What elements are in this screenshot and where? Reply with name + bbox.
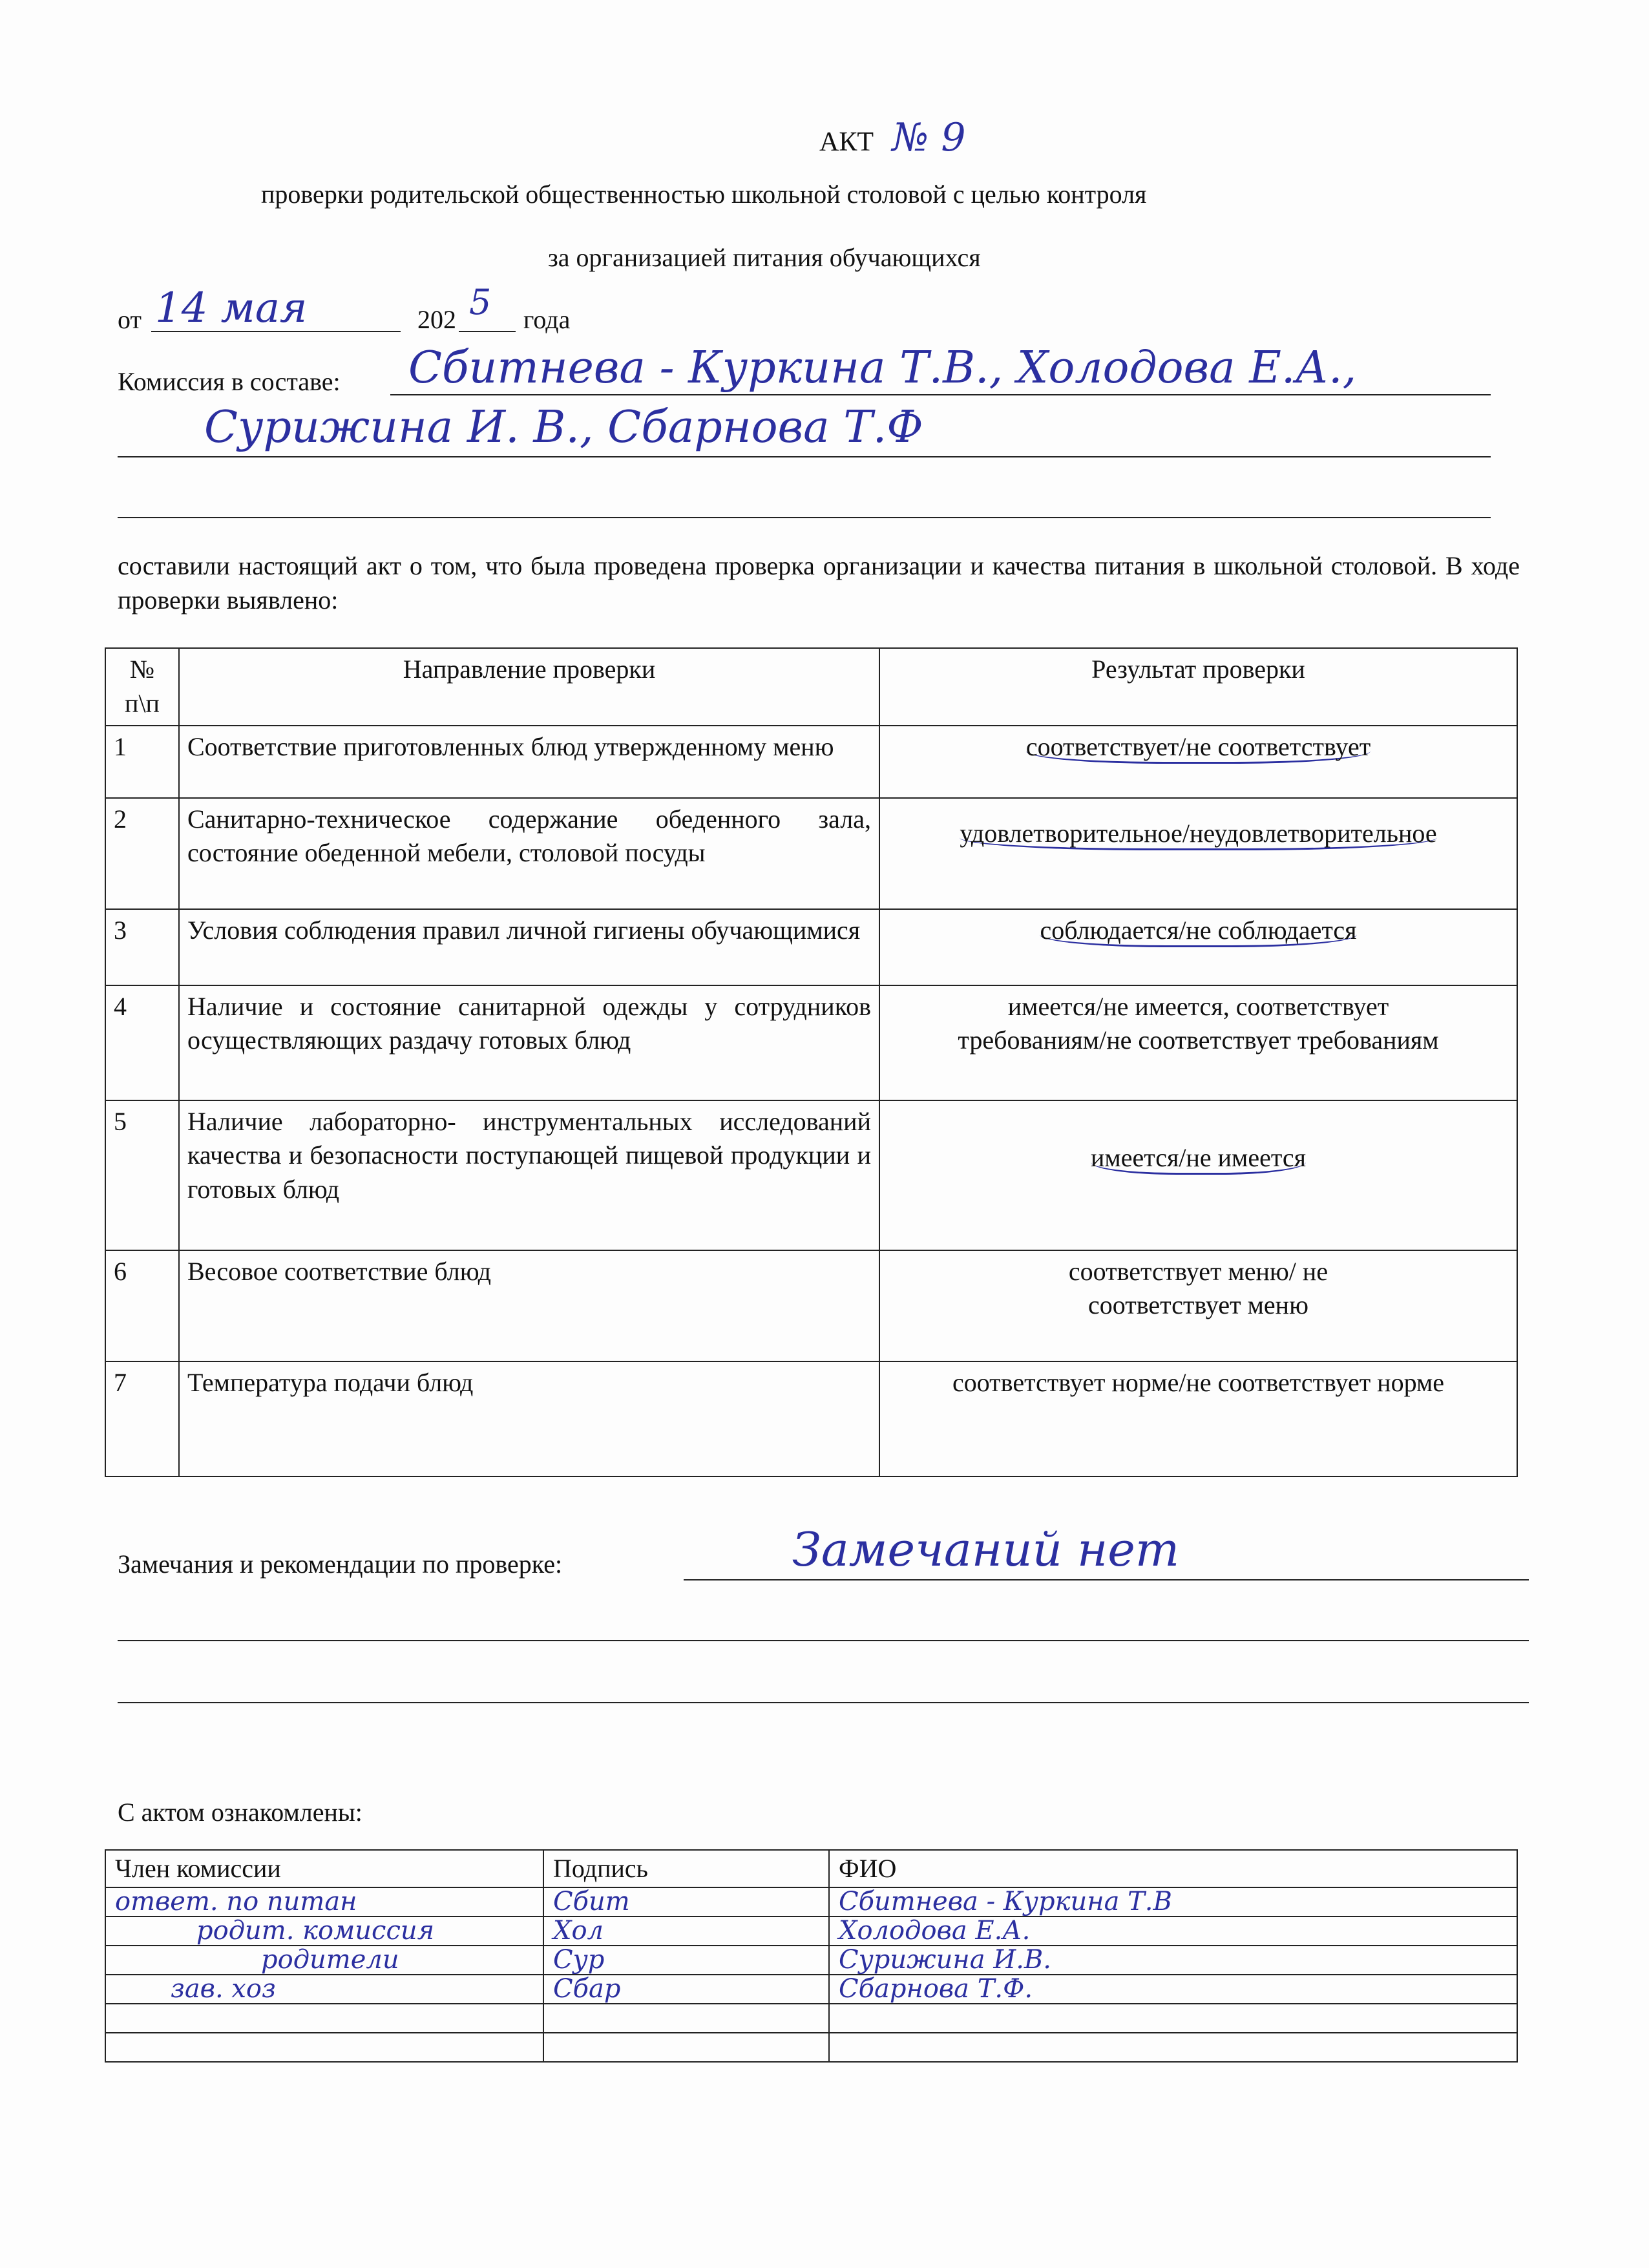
signature-mark: Сбар bbox=[543, 1975, 829, 2004]
table-header-row bbox=[105, 648, 1517, 726]
member-role: ответ. по питан bbox=[105, 1887, 543, 1916]
row-number: 6 bbox=[105, 1250, 179, 1361]
signature-table bbox=[105, 1849, 1518, 2063]
commission-underline-3 bbox=[118, 517, 1491, 518]
remarks-underline-2 bbox=[118, 1640, 1529, 1641]
member-fio: Холодова Е.А. bbox=[829, 1916, 1517, 1946]
act-subtitle-line1: проверки родительской общественностью школьной столовой с целью контроля bbox=[261, 180, 1147, 209]
row-result: соответствует норме/не соответствует норме bbox=[879, 1361, 1517, 1476]
row-result bbox=[879, 798, 1517, 909]
signature-mark bbox=[543, 2033, 829, 2062]
header-direction: Направление проверки bbox=[179, 648, 879, 726]
year-suffix: года bbox=[523, 305, 571, 334]
act-subtitle-line2: за организацией питания обучающихся bbox=[548, 243, 981, 272]
member-role bbox=[105, 2033, 543, 2062]
signature-mark: Хол bbox=[543, 1916, 829, 1946]
table-row bbox=[105, 726, 1517, 798]
table-row bbox=[105, 798, 1517, 909]
sign-row bbox=[105, 1887, 1517, 1916]
row-number: 5 bbox=[105, 1100, 179, 1250]
row-result: соответствует меню/ не соответствует меню bbox=[879, 1250, 1517, 1361]
row-direction: Наличие и состояние санитарной одежды у сотрудников осуществляющих раздачу готовых блюд bbox=[179, 985, 879, 1100]
result-text: имеется/не имеется bbox=[1091, 1143, 1306, 1175]
sign-header-fio: ФИО bbox=[829, 1850, 1517, 1887]
row-number: 7 bbox=[105, 1361, 179, 1476]
sign-row bbox=[105, 1946, 1517, 1975]
commission-underline-1 bbox=[390, 394, 1491, 395]
year-underline bbox=[459, 331, 516, 332]
row-result bbox=[879, 909, 1517, 985]
member-fio bbox=[829, 2004, 1517, 2033]
year-prefix: 202 bbox=[417, 305, 456, 334]
row-result: имеется/не имеется, соответствует требованиям/не соответствует требованиям bbox=[879, 985, 1517, 1100]
row-number: 2 bbox=[105, 798, 179, 909]
remarks-underline-1 bbox=[684, 1579, 1529, 1580]
commission-line2: Сурижина И. В., Сбарнова Т.Ф bbox=[204, 402, 923, 453]
sign-header-signature: Подпись bbox=[543, 1850, 829, 1887]
table-row bbox=[105, 1250, 1517, 1361]
row-direction: Наличие лабораторно- инструментальных исследований качества и безопасности поступающей пищевой продукции и готовых блюд bbox=[179, 1100, 879, 1250]
intro-paragraph: составили настоящий акт о том, что была проведена проверка организации и качества питания в школьной столовой. В ходе проверки выявлено: bbox=[118, 551, 1520, 614]
row-direction: Санитарно-техническое содержание обеденного зала, состояние обеденной мебели, столовой посуды bbox=[179, 798, 879, 909]
act-number: № 9 bbox=[892, 115, 966, 160]
row-number: 4 bbox=[105, 985, 179, 1100]
act-title bbox=[819, 114, 966, 162]
acquainted-label: С актом ознакомлены: bbox=[118, 1798, 362, 1827]
member-fio bbox=[829, 2033, 1517, 2062]
inspection-table bbox=[105, 647, 1518, 1477]
date-handwritten: 14 мая bbox=[155, 284, 308, 332]
result-text: соответствует/не соответствует bbox=[1026, 732, 1371, 764]
row-direction: Температура подачи блюд bbox=[179, 1361, 879, 1476]
year-digit-handwritten: 5 bbox=[469, 282, 492, 322]
remarks-handwritten: Замечаний нет bbox=[792, 1522, 1180, 1577]
commission-line1: Сбитнева - Куркина Т.В., Холодова Е.А., bbox=[408, 342, 1357, 394]
remarks-underline-3 bbox=[118, 1702, 1529, 1703]
sign-row bbox=[105, 1975, 1517, 2004]
header-number: № п\п bbox=[105, 648, 179, 726]
row-number: 1 bbox=[105, 726, 179, 798]
sign-row bbox=[105, 2004, 1517, 2033]
signature-mark bbox=[543, 2004, 829, 2033]
result-text: удовлетворительное/неудовлетворительное bbox=[960, 819, 1436, 850]
row-result bbox=[879, 1100, 1517, 1250]
sign-row bbox=[105, 1916, 1517, 1946]
table-row bbox=[105, 1361, 1517, 1476]
signature-mark: Сур bbox=[543, 1946, 829, 1975]
member-role: родит. комиссия bbox=[105, 1916, 543, 1946]
sign-header-row bbox=[105, 1850, 1517, 1887]
member-fio: Сбарнова Т.Ф. bbox=[829, 1975, 1517, 2004]
row-direction: Весовое соответствие блюд bbox=[179, 1250, 879, 1361]
act-label: АКТ bbox=[819, 127, 874, 157]
member-role bbox=[105, 2004, 543, 2033]
result-text: соблюдается/не соблюдается bbox=[1040, 916, 1356, 947]
table-row bbox=[105, 1100, 1517, 1250]
sign-row bbox=[105, 2033, 1517, 2062]
commission-underline-2 bbox=[118, 456, 1491, 457]
row-result bbox=[879, 726, 1517, 798]
member-role: родители bbox=[105, 1946, 543, 1975]
table-row bbox=[105, 909, 1517, 985]
remarks-label: Замечания и рекомендации по проверке: bbox=[118, 1549, 563, 1579]
member-fio: Сбитнева - Куркина Т.В bbox=[829, 1887, 1517, 1916]
row-direction: Соответствие приготовленных блюд утвержденному меню bbox=[179, 726, 879, 798]
row-direction: Условия соблюдения правил личной гигиены обучающимися bbox=[179, 909, 879, 985]
member-fio: Сурижина И.В. bbox=[829, 1946, 1517, 1975]
commission-label: Комиссия в составе: bbox=[118, 367, 341, 396]
row-number: 3 bbox=[105, 909, 179, 985]
sign-header-member: Член комиссии bbox=[105, 1850, 543, 1887]
member-role: зав. хоз bbox=[105, 1975, 543, 2004]
date-prefix: от bbox=[118, 305, 142, 334]
table-row bbox=[105, 985, 1517, 1100]
header-result: Результат проверки bbox=[879, 648, 1517, 726]
signature-mark: Сбит bbox=[543, 1887, 829, 1916]
